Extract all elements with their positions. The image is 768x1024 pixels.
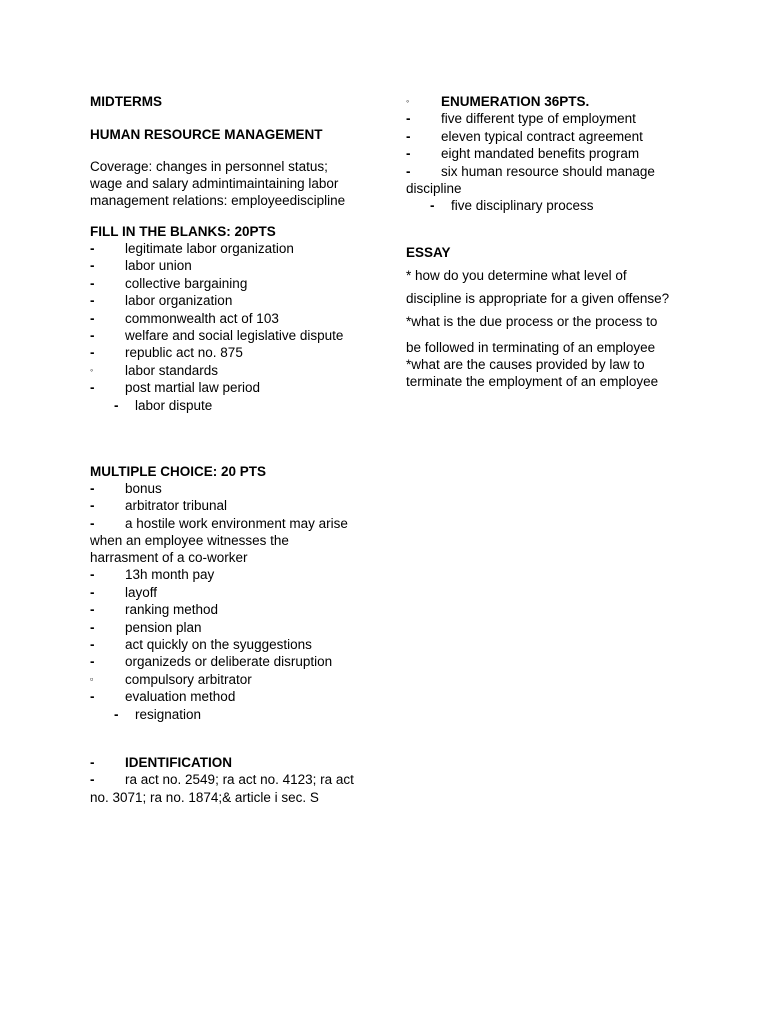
list-item: - evaluation method [90, 689, 236, 705]
dash-marker: - [114, 706, 119, 722]
square-marker: ▫ [90, 673, 94, 684]
list-item: - resignation [114, 706, 202, 722]
wrapped-line: discipline [406, 181, 462, 197]
list-item: - pension plan [90, 619, 202, 635]
dash-marker: - [406, 163, 411, 179]
essay-questions [406, 264, 706, 390]
list-item: - layoff [90, 584, 158, 600]
multiple-choice-list [90, 480, 380, 723]
list-item: - five disciplinary process [430, 198, 594, 214]
essay-heading: ESSAY [406, 245, 451, 261]
dot-marker: ◦ [90, 364, 94, 375]
coverage-line: Coverage: changes in personnel status; [90, 159, 328, 174]
multiple-choice-heading: MULTIPLE CHOICE: 20 PTS [90, 464, 267, 480]
left-column [90, 90, 380, 806]
dash-marker: - [90, 754, 95, 770]
essay-line: *what is the due process or the process to [406, 314, 658, 330]
list-item: - ranking method [90, 602, 219, 618]
list-item: - labor organization [90, 293, 233, 309]
dash-marker: - [90, 584, 95, 600]
list-item: - welfare and social legislative dispute [90, 328, 344, 344]
list-item: - commonwealth act of 103 [90, 310, 279, 326]
list-item: - five different type of employment [406, 111, 636, 127]
list-item: - legitimate labor organization [90, 241, 294, 256]
right-column [406, 90, 706, 390]
essay-line: discipline is appropriate for a given offense? [406, 291, 670, 307]
dash-marker: - [90, 498, 95, 514]
dash-marker: - [406, 111, 411, 127]
coverage-line: management relations: employeediscipline [90, 193, 346, 208]
dash-marker: - [90, 328, 95, 344]
dash-marker: - [406, 146, 411, 162]
list-item: - 13h month pay [90, 567, 215, 583]
identification-heading: - IDENTIFICATION [90, 754, 232, 770]
list-item: - six human resource should manage [406, 163, 655, 179]
dash-marker: - [90, 275, 95, 291]
dash-marker: - [90, 654, 95, 670]
dash-marker: - [90, 481, 95, 497]
dash-marker: - [90, 602, 95, 618]
dash-marker: - [406, 128, 411, 144]
list-item: - eight mandated benefits program [406, 146, 640, 162]
essay-line: *what are the causes provided by law to [406, 357, 645, 373]
dash-marker: - [90, 345, 95, 361]
essay-line: * how do you determine what level of [406, 268, 627, 284]
midterms-title: MIDTERMS [90, 94, 162, 109]
dash-marker: - [90, 515, 95, 531]
coverage-paragraph [90, 158, 380, 209]
wrapped-line: harrasment of a co-worker [90, 550, 248, 566]
coverage-line: wage and salary admintimaintaining labor [90, 176, 339, 191]
wrapped-line: when an employee witnesses the [90, 533, 289, 549]
list-item: - collective bargaining [90, 275, 248, 291]
dash-marker: - [90, 258, 95, 274]
essay-line: be followed in terminating of an employee [406, 340, 656, 356]
list-item: - labor union [90, 258, 192, 274]
enumeration-heading: ◦ ENUMERATION 36PTS. [406, 94, 590, 109]
dash-marker: - [90, 689, 95, 705]
fill-in-the-blanks-list [90, 240, 380, 414]
list-item: - labor dispute [114, 397, 213, 413]
dash-marker: - [114, 397, 119, 413]
dash-marker: - [90, 619, 95, 635]
essay-line: terminate the employment of an employee [406, 374, 659, 390]
dash-marker: - [430, 198, 435, 214]
list-item: - organizeds or deliberate disruption [90, 654, 333, 670]
dash-marker: - [90, 380, 95, 396]
dash-marker: - [90, 567, 95, 583]
list-item: - a hostile work environment may arise [90, 515, 348, 531]
list-item: - bonus [90, 481, 162, 497]
dash-marker: - [90, 241, 95, 256]
list-item: ▫ compulsory arbitrator [90, 671, 252, 687]
course-title: HUMAN RESOURCE MANAGEMENT [90, 127, 323, 142]
list-item: - republic act no. 875 [90, 345, 243, 361]
dash-marker: - [90, 293, 95, 309]
list-item: - act quickly on the syuggestions [90, 636, 312, 652]
dash-marker: - [90, 636, 95, 652]
fill-in-the-blanks-heading: FILL IN THE BLANKS: 20PTS [90, 224, 276, 239]
list-item: - post martial law period [90, 380, 261, 396]
enumeration-list [406, 110, 706, 214]
list-item: - ra act no. 2549; ra act no. 4123; ra act [90, 772, 354, 788]
wrapped-line: no. 3071; ra no. 1874;& article i sec. S [90, 789, 319, 805]
list-item: - eleven typical contract agreement [406, 128, 643, 144]
list-item: ◦ labor standards [90, 362, 219, 378]
list-item: - arbitrator tribunal [90, 498, 228, 514]
dot-marker: ◦ [406, 96, 410, 106]
dash-marker: - [90, 772, 95, 788]
dash-marker: - [90, 310, 95, 326]
